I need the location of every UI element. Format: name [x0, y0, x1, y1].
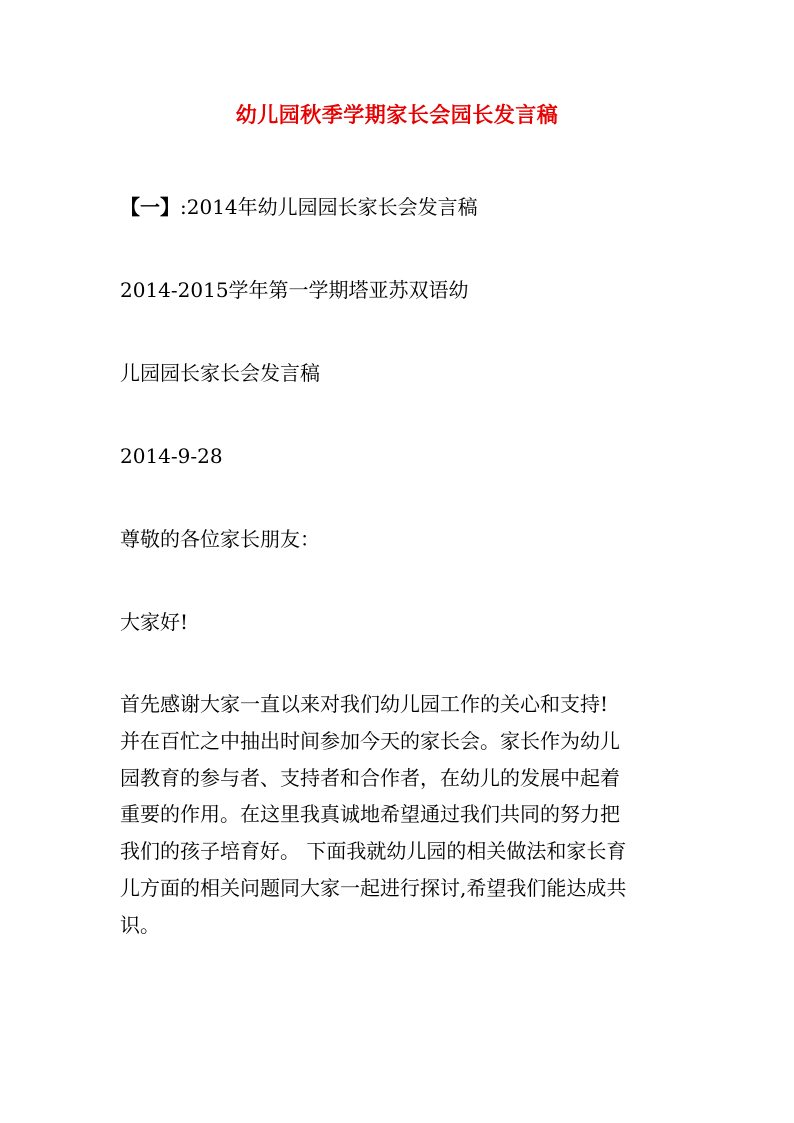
section-heading	[120, 193, 478, 221]
body-paragraph	[120, 686, 680, 944]
paragraph-line: 识。	[120, 912, 160, 937]
greeting: 大家好!	[120, 610, 189, 634]
document-date: 2014-9-28	[120, 444, 223, 468]
paragraph-line: 首先感谢大家一直以来对我们幼儿园工作的关心和支持!	[120, 692, 609, 716]
paragraph-line: 重要的作用。在这里我真诚地希望通过我们共同的努力把	[120, 802, 620, 827]
salutation: 尊敬的各位家长朋友：	[120, 527, 320, 551]
paragraph-line: 并在百忙之中抽出时间参加今天的家长会。家长作为幼儿	[120, 728, 620, 753]
paragraph-line: 儿方面的相关问题同大家一起进行探讨,希望我们能达成共	[120, 875, 627, 900]
document-title: 幼儿园秋季学期家长会园长发言稿	[235, 102, 559, 127]
paragraph-line: 园教育的参与者、支持者和合作者，在幼儿的发展中起着	[120, 765, 620, 790]
paragraph-line: 我们的孩子培育好。 下面我就幼儿园的相关做法和家长育	[120, 839, 627, 864]
section-label-bracket: 【一】	[120, 195, 180, 219]
subtitle-line-2: 儿园园长家长会发言稿	[120, 361, 320, 385]
subtitle-line-1: 2014-2015学年第一学期塔亚苏双语幼	[120, 278, 469, 302]
section-label-text: :2014年幼儿园园长家长会发言稿	[180, 195, 478, 219]
